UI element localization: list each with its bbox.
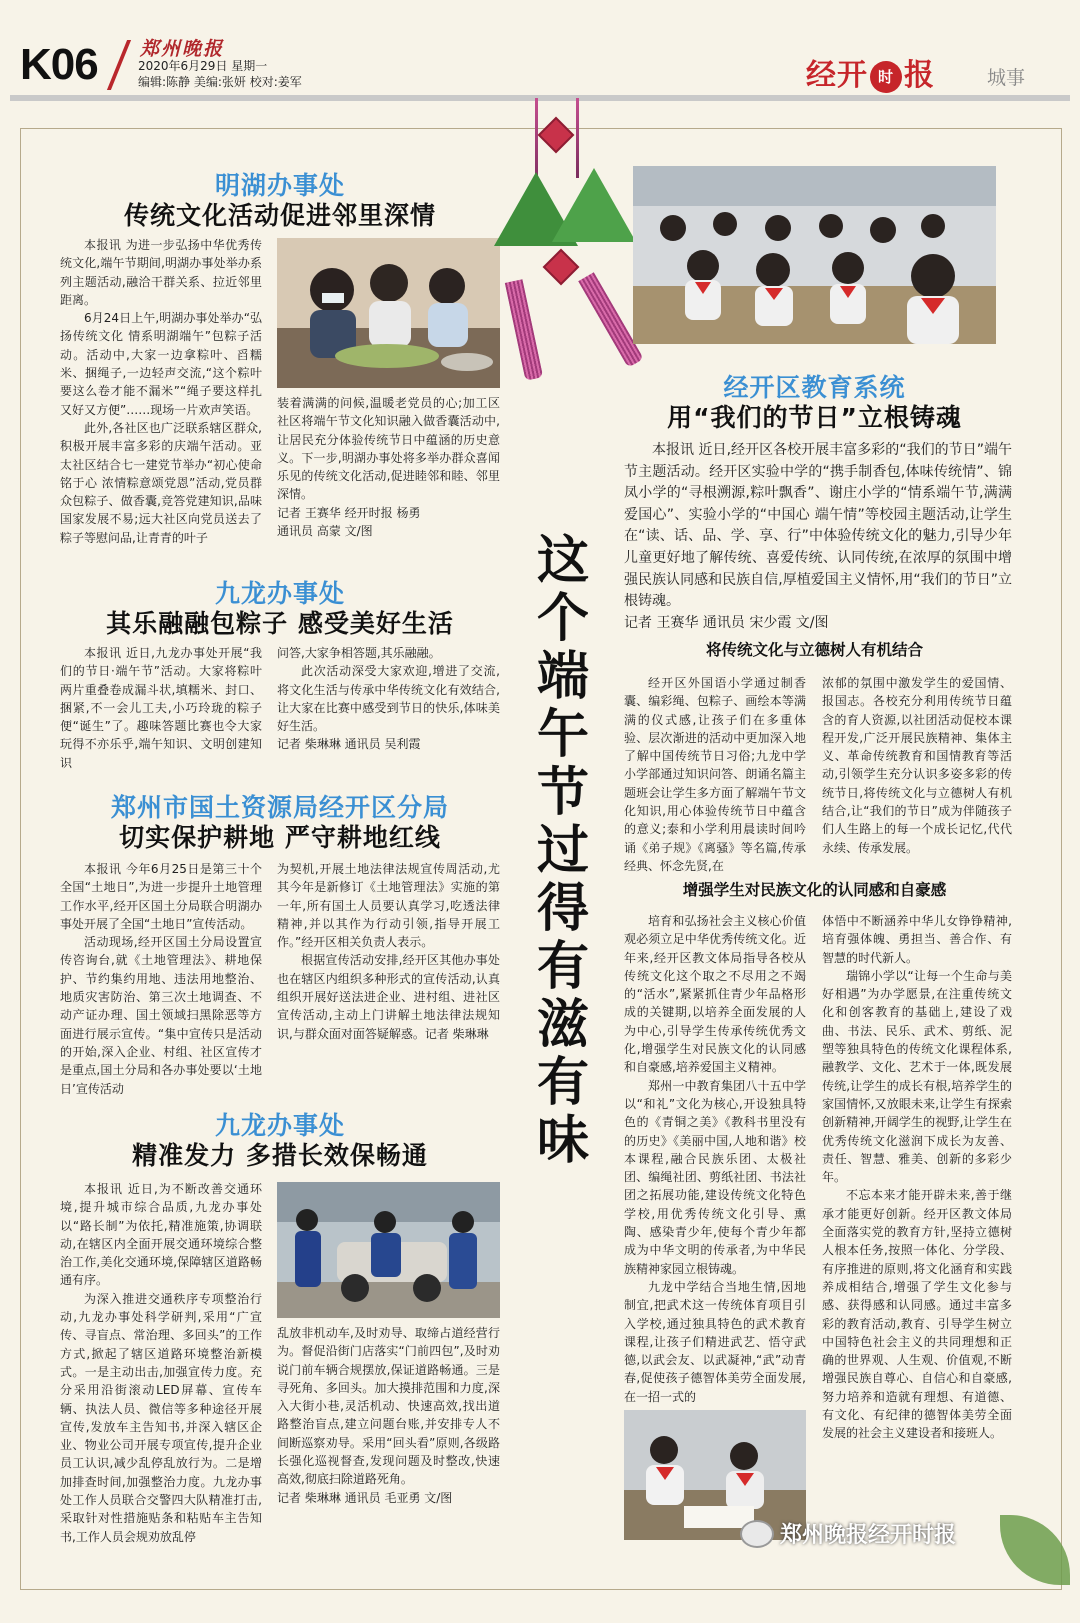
article2-org: 九龙办事处 bbox=[214, 579, 345, 608]
article1-col1 bbox=[60, 236, 262, 547]
article5-subhead1: 将传统文化与立德树人有机结合 bbox=[705, 641, 923, 659]
article4-col1 bbox=[60, 1180, 262, 1546]
article3-p3: 为契机,开展土地法律法规宣传周活动,尤其今年是新修订《土地管理法》实施的第一年,所有国土人员要认真学习,吃透法律精神,并以其作为行动引领,指导开展工作。”经开区相关负责人表示。 bbox=[277, 862, 500, 950]
article5-s2-c2-p1: 体悟中不断涵养中华儿女铮铮精神,培育强体魄、勇担当、善合作、有智慧的时代新人。 bbox=[822, 914, 1012, 965]
article4-headline: 精准发力 多措长效保畅通 bbox=[132, 1141, 428, 1170]
article5-s2-c2-p3: 不忘本来才能开辟未来,善于继承才能更好创新。经开区教文体局全面落实党的教育方针,坚持立德树人根本任务,按照一体化、分学段、有序推进的原则,将文化涵育和实践养成相结合,增强了学生文化参与感、获得感和认同感。通过丰富多彩的教育活动,教育、引导学生树立中国特色社会主义的共同理想和正确的世界观、人生观、价值观,不断增强民族自尊心、自信心和自豪感,努力培养和造就有理想、有道德、有文化、有纪律的德智体美劳全面发展的社会主义建设者和接班人。 bbox=[822, 1188, 1012, 1441]
zongzi-icon-right bbox=[552, 168, 636, 242]
article3-col2 bbox=[277, 860, 500, 1043]
students-calligraphy-photo bbox=[624, 1410, 806, 1540]
article5-s1-text2: 浓郁的氛围中激发学生的爱国情、报国志。各校充分利用传统节日蕴含的育人资源,以社团活动促校本课程开发,广泛开展民族精神、集体主义、革命传统教育和国情教育等活动,引领学生充分认识多姿多彩的传统节日,将传统文化与立德树人有机结合,让“我们的节日”成为伴随孩子们人生路上的每一个成长记忆,代代永续、传承发展。 bbox=[822, 676, 1012, 855]
article3-p1: 本报讯 今年6月25日是第三十个全国“土地日”,为进一步提升土地管理工作水平,经开区国土分局联合明湖办事处开展了全国“土地日”宣传活动。 bbox=[60, 862, 262, 931]
article5-s1-col1 bbox=[624, 674, 806, 875]
students-classroom-photo bbox=[633, 166, 996, 344]
paper-logo: 郑州晚报 bbox=[140, 38, 225, 60]
article1-byline1: 记者 王赛华 经开时报 杨勇 bbox=[277, 505, 421, 520]
article1-col2 bbox=[277, 394, 500, 540]
article4-org: 九龙办事处 bbox=[214, 1111, 345, 1140]
masthead-slash bbox=[107, 40, 131, 90]
article1-byline2: 通讯员 高蒙 文/图 bbox=[277, 524, 373, 539]
article4-byline: 记者 柴琳琳 通讯员 毛亚勇 文/图 bbox=[277, 1490, 453, 1505]
article2-col2 bbox=[277, 644, 500, 754]
article4-p2: 为深入推进交通秩序专项整治行动,九龙办事处科学研判,采用“广宣传、寻盲点、常治理、多回头”的工作方式,掀起了辖区道路环境整治新模式。一是主动出击,加强宣传力度。充分采用沿街滚动LED屏幕、宣传车辆、执法人员、微信等多种途径开展宣传,发放车主告知书,并深入辖区企业、物业公司开展专项宣传,提升企业员工认识,减少乱停乱放行为。二是增加排查时间,加强整治力度。九龙办事处工作人员联合交警四大队精准打击,采取针对性措施贴条和粘贴车主告知书,工作人员会规劝放乱停 bbox=[60, 1291, 262, 1544]
article2-p2: 问答,大家争相答题,其乐融融。 bbox=[277, 646, 441, 660]
article4-p1: 本报讯 近日,为不断改善交通环境,提升城市综合品质,九龙办事处以“路长制”为依托,精准施策,协调联动,在辖区内全面开展交通环境综合整治工作,美化交通环境,保障辖区道路畅通有序。 bbox=[60, 1182, 262, 1288]
article3-p4: 根据宣传活动安排,经开区其他办事处也在辖区内组织多种形式的宣传活动,认真组织开展好送法进企业、进村组、进社区宣传活动,主动上门讲解土地法律法规知识,与群众面对面答疑解惑。记者 柴琳琳 bbox=[277, 953, 500, 1041]
article5-org: 经开区教育系统 bbox=[723, 373, 906, 402]
brand-dot: 时 bbox=[870, 61, 902, 93]
article5-lead bbox=[624, 440, 1012, 634]
article1-photo bbox=[277, 238, 500, 388]
article1-p3: 此外,各社区也广泛联系辖区群众,积极开展丰富多彩的庆端午活动。亚太社区结合七一建党节举办“初心使命铭于心 浓情粽意颂党恩”活动,党员群众包粽子、做香囊,竞答党建知识,品味国家发展不易;远大社区向党员送去了粽子等慰问品,让青青的叶子 bbox=[60, 420, 262, 545]
brand-left: 经开 bbox=[806, 58, 868, 93]
section-tag: 城事 bbox=[987, 67, 1026, 89]
article5-s1-col2 bbox=[822, 674, 1012, 857]
students-writing-photo bbox=[624, 1410, 806, 1540]
watermark-text: 郑州晚报经开时报 bbox=[780, 1523, 957, 1548]
article4-photo bbox=[277, 1182, 500, 1318]
article5-subhead2: 增强学生对民族文化的认同感和自豪感 bbox=[682, 881, 947, 899]
article4-col2 bbox=[277, 1324, 500, 1507]
brand-right: 报 bbox=[904, 58, 935, 93]
article5-s2-c1-p3: 九龙中学结合当地生情,因地制宜,把武术这一传统体育项目引入学校,通过独具特色的武术教育课程,让孩子们精进武艺、悟守武德,以武会友、以武凝神,“武”动青春,促使孩子德智体美劳全面发展,在一招一式的 bbox=[624, 1279, 806, 1404]
classroom-photo bbox=[633, 166, 996, 344]
article2-byline: 记者 柴琳琳 通讯员 吴利霞 bbox=[277, 737, 421, 752]
article1-org: 明湖办事处 bbox=[214, 171, 345, 200]
page-number: K06 bbox=[20, 40, 98, 89]
central-vertical-title: 这个端午节过得有滋有味 bbox=[536, 530, 589, 1171]
article2-p3: 此次活动深受大家欢迎,增进了交流,将文化生活与传承中华传统文化有效结合,让大家在比赛中感受到节日的快乐,体味美好生活。 bbox=[277, 664, 500, 734]
hanging-string-right bbox=[576, 98, 579, 178]
article1-p2: 6月24日上午,明湖办事处举办“弘扬传统文化 情系明湖端午”包粽子活动。活动中,大家一边拿粽叶、舀糯米、捆绳子,一边轻声交流,“这个粽叶要这么卷才能不漏米”“绳子要这样扎又好又方便”……现场一片欢声笑语。 bbox=[60, 311, 262, 417]
zongzi-making-photo bbox=[277, 238, 500, 388]
article5-s2-col1 bbox=[624, 912, 806, 1406]
article5-lead-text: 本报讯 近日,经开区各校开展丰富多彩的“我们的节日”端午节主题活动。经开区实验中学的“携手制香包,体味传统情”、锦凤小学的“寻根溯源,粽叶飘香”、谢庄小学的“情系端午节,满满爱国心”、实验小学的“中国心 端午情”等校园主题活动,让学生在“读、话、品、学、享、行”中体验传统文化的魅力,引导少年儿童更好地了解传统、喜爱传统、认同传统,在浓厚的氛围中增强民族认同感和民族自信,厚植爱国主义情怀,用“我们的节日”立根铸魂。 bbox=[624, 442, 1012, 610]
date-line: 2020年6月29日 星期一 bbox=[138, 59, 268, 73]
wechat-icon bbox=[740, 1520, 774, 1548]
article2-p1: 本报讯 近日,九龙办事处开展“我们的节日·端午节”活动。大家将粽叶两片重叠卷成漏斗状,填糯米、封口、捆紧,不一会儿工夫,小巧玲珑的粽子便“诞生”了。趣味答题比赛也令大家玩得不亦乐乎,端午知识、文明创建知识 bbox=[60, 646, 262, 770]
street-inspection-photo bbox=[277, 1182, 500, 1318]
article5-s1-text1: 经开区外国语小学通过制香囊、编彩绳、包粽子、画绘本等满满的仪式感,让孩子们在多重体验、层次渐进的活动中更加深入地了解中国传统节日习俗;九龙中学小学部通过知识问答、朗诵名篇主题班会让学生多方面了解端午节文化知识,用心体验传统节日中蕴含的意义;泰和小学利用晨读时间吟诵《弟子规》《离骚》等名篇,传承经典、怀念先贤,在 bbox=[624, 676, 806, 873]
article5-s2-c1-p1: 培育和弘扬社会主义核心价值观必须立足中华优秀传统文化。近年来,经开区教文体局指导各校从传统文化这个取之不尽用之不竭的“活水”,紧紧抓住青少年品格形成的关键期,以培养全面发展的人为中心,引导学生传承传统优秀文化,增强学生对民族文化的认同感和自豪感,培养爱国主义精神。 bbox=[624, 914, 806, 1075]
article3-headline: 切实保护耕地 严守耕地红线 bbox=[119, 823, 441, 852]
article1-headline: 传统文化活动促进邻里深情 bbox=[123, 201, 436, 230]
article3-col1 bbox=[60, 860, 262, 1098]
article3-org: 郑州市国土资源局经开区分局 bbox=[110, 793, 449, 822]
article4-p3: 乱放非机动车,及时劝导、取缔占道经营行为。督促沿街门店落实“门前四包”,及时劝说门前车辆合规摆放,保证道路畅通。三是寻死角、多回头。加大摸排范围和力度,深入大街小巷,灵活机动、快速高效,找出道路整治盲点,建立问题台账,并安排专人不间断巡察劝导。采用“回头看”原则,各级路长强化巡视督查,发现问题及时整改,快速高效,彻底扫除道路死角。 bbox=[277, 1326, 500, 1487]
article5-s2-c2-p2: 瑞锦小学以“让每一个生命与美好相遇”为办学愿景,在注重传统文化和创客教育的基础上,建设了戏曲、书法、民乐、武术、剪纸、泥塑等独具特色的传统文化课程体系,融教学、文化、艺术于一体,既发展传统,让学生的成长有根,培养学生的家国情怀,又放眼未来,让学生有探索创新精神,开阔学生的视野,让学生在优秀传统文化滋润下成长为友善、责任、智慧、雅美、创新的多彩少年。 bbox=[822, 968, 1012, 1185]
article1-p4: 装着满满的问候,温暖老党员的心;加工区社区将端午节文化知识融入做香囊活动中,让居民充分体验传统节日中蕴涵的历史意义。下一步,明湖办事处将多举办群众喜闻乐见的传统文化活动,促进睦邻和睦、邻里深情。 bbox=[277, 396, 500, 502]
staff-line: 编辑:陈静 美编:张妍 校对:姜军 bbox=[138, 75, 302, 89]
article5-s2-c1-p2: 郑州一中教育集团八十五中学以“和礼”文化为核心,开设独具特色的《青铜之美》《教科书里没有的历史》《美丽中国,人地和谐》校本课程,融合民族乐团、太极社团、编绳社团、剪纸社团、书法社团之拓展功能,建设传统文化特色学校,用优秀传统文化引导、熏陶、感染青少年,使每个青少年都成为中华文明的传承者,为中华民族精神家园立根铸魂。 bbox=[624, 1078, 806, 1276]
article5-lead-byline: 记者 王赛华 通讯员 宋少霞 文/图 bbox=[624, 614, 829, 631]
article3-p2: 活动现场,经开区国土分局设置宣传咨询台,就《土地管理法》、耕地保护、节约集约用地、违法用地整治、地质灾害防治、第三次土地调查、不动产证办理、国土领域扫黑除恶等方面进行展示宣传。“集中宣传只是活动的开始,深入企业、村组、社区宣传才是重点,国土分局和各办事处要以‘土地日’宣传活动 bbox=[60, 935, 262, 1096]
article1-p1: 本报讯 为进一步弘扬中华优秀传统文化,端午节期间,明湖办事处举办系列主题活动,融洽干群关系、拉近邻里距离。 bbox=[60, 238, 262, 307]
article2-headline: 其乐融融包粽子 感受美好生活 bbox=[106, 609, 454, 638]
masthead-bar bbox=[10, 95, 1070, 101]
article5-headline: 用“我们的节日”立根铸魂 bbox=[667, 403, 962, 432]
article5-s2-col2 bbox=[822, 912, 1012, 1443]
article2-col1 bbox=[60, 644, 262, 772]
brand-logo bbox=[806, 50, 935, 94]
